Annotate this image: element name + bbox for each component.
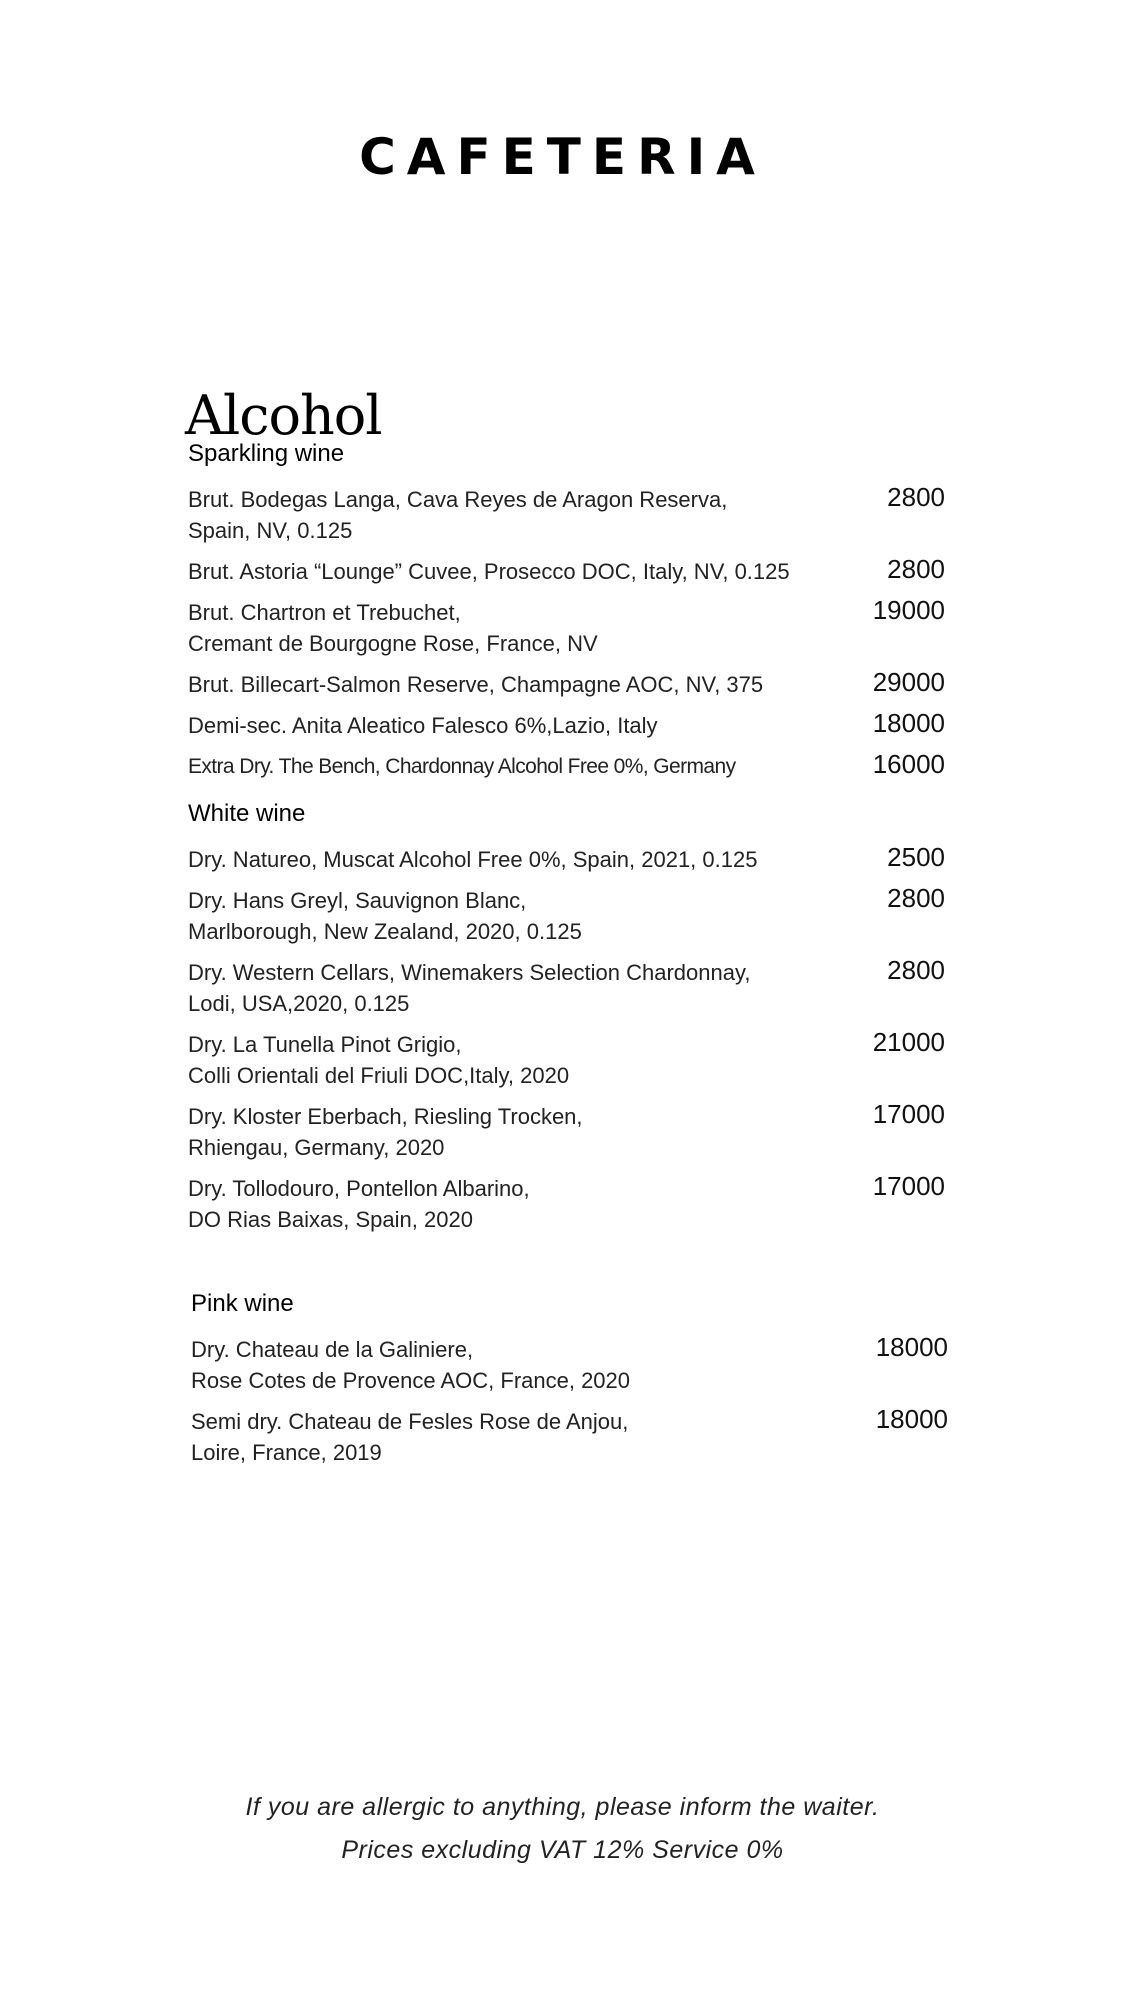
menu-item (188, 669, 945, 700)
item-price: 21000 (872, 1027, 945, 1057)
item-price: 19000 (872, 595, 945, 625)
menu-item (188, 844, 945, 875)
item-price: 2800 (887, 554, 945, 584)
item-name: Brut. Bodegas Langa, Cava Reyes de Aragon Reserva, Spain, NV, 0.125 (188, 487, 728, 543)
section-heading: Sparkling wine (188, 440, 345, 467)
item-name: Demi-sec. Anita Aleatico Falesco 6%,Lazio, Italy (188, 713, 658, 738)
menu-item (188, 1101, 945, 1163)
menu-item (188, 1029, 945, 1091)
menu-item (191, 1334, 948, 1396)
item-price: 2800 (887, 482, 945, 512)
section-pink-wine (191, 1290, 948, 1478)
section-sparkling-wine (188, 440, 945, 792)
menu-item (188, 484, 945, 546)
menu-item (188, 957, 945, 1019)
item-price: 17000 (872, 1099, 945, 1129)
menu-item (188, 597, 945, 659)
item-name: Dry. Kloster Eberbach, Riesling Trocken, Rhiengau, Germany, 2020 (188, 1104, 583, 1160)
item-price: 2500 (887, 842, 945, 872)
item-name: Dry. Hans Greyl, Sauvignon Blanc, Marlborough, New Zealand, 2020, 0.125 (188, 888, 582, 944)
menu-item (191, 1406, 948, 1468)
item-name: Semi dry. Chateau de Fesles Rose de Anjou, Loire, France, 2019 (191, 1409, 629, 1465)
item-price: 16000 (872, 749, 945, 779)
item-price: 18000 (872, 708, 945, 738)
page-title: Alcohol (185, 384, 382, 448)
item-name: Dry. Tollodouro, Pontellon Albarino, DO Rias Baixas, Spain, 2020 (188, 1176, 530, 1232)
item-name: Dry. La Tunella Pinot Grigio, Colli Orientali del Friuli DOC,Italy, 2020 (188, 1032, 570, 1088)
brand-logo: CAFETERIA (359, 128, 766, 186)
item-price: 17000 (872, 1171, 945, 1201)
section-white-wine (188, 800, 945, 1245)
vat-note: Prices excluding VAT 12% Service 0% (341, 1836, 784, 1864)
allergy-note: If you are allergic to anything, please inform the waiter. (245, 1793, 880, 1821)
item-name: Extra Dry. The Bench, Chardonnay Alcohol Free 0%, Germany (188, 755, 736, 778)
item-price: 2800 (887, 955, 945, 985)
item-name: Brut. Chartron et Trebuchet, Cremant de Bourgogne Rose, France, NV (188, 600, 598, 656)
menu-item (188, 1173, 945, 1235)
item-name: Brut. Astoria “Lounge” Cuvee, Prosecco DOC, Italy, NV, 0.125 (188, 559, 790, 584)
item-name: Dry. Western Cellars, Winemakers Selection Chardonnay, Lodi, USA,2020, 0.125 (188, 960, 751, 1016)
menu-item (188, 885, 945, 947)
item-price: 18000 (875, 1332, 948, 1362)
item-name: Dry. Natureo, Muscat Alcohol Free 0%, Spain, 2021, 0.125 (188, 847, 758, 872)
section-heading: White wine (188, 800, 306, 827)
item-price: 2800 (887, 883, 945, 913)
menu-item (188, 556, 945, 587)
menu-item (188, 710, 945, 741)
item-name: Dry. Chateau de la Galiniere, Rose Cotes de Provence AOC, France, 2020 (191, 1337, 631, 1393)
menu-item (188, 751, 945, 782)
item-price: 18000 (875, 1404, 948, 1434)
item-name: Brut. Billecart-Salmon Reserve, Champagne AOC, NV, 375 (188, 672, 764, 697)
item-price: 29000 (872, 667, 945, 697)
section-heading: Pink wine (191, 1290, 294, 1317)
